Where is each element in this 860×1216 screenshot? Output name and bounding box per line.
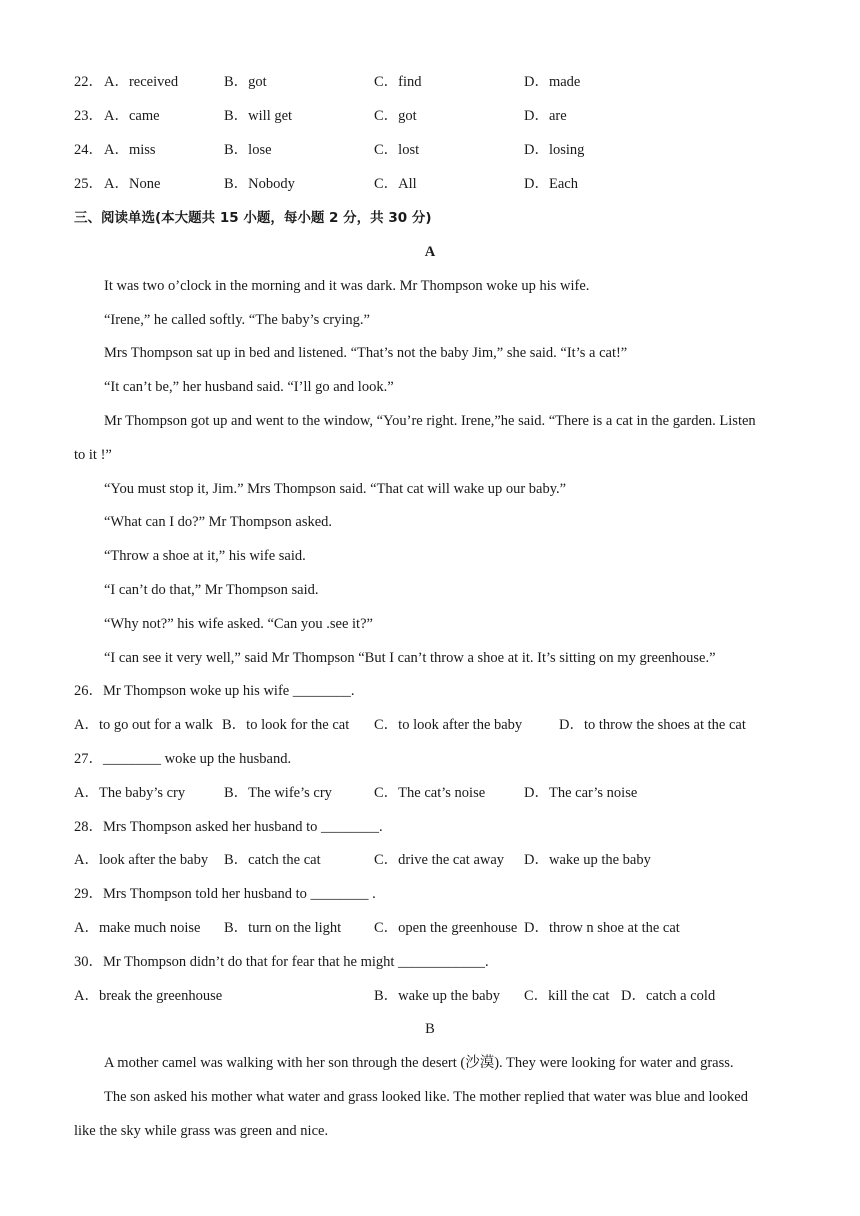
option-d: D．to throw the shoes at the cat: [559, 717, 746, 733]
passage-line: “You must stop it, Jim.” Mrs Thompson said. “That cat will wake up our baby.”: [104, 481, 567, 497]
passage-line: “Throw a shoe at it,” his wife said.: [104, 548, 306, 564]
option-d: D．wake up the baby: [524, 852, 651, 868]
option-a: A．look after the baby: [74, 852, 209, 868]
passage-line: Mr Thompson got up and went to the window, “You’re right. Irene,”he said. “There is a cat in the garden. Listen: [104, 413, 756, 429]
option-c: C．find: [374, 74, 422, 90]
passage-a-label: A: [424, 244, 436, 260]
passage-line: like the sky while grass was green and nice.: [74, 1123, 329, 1139]
option-a: A．miss: [104, 142, 156, 158]
option-a: A．None: [104, 176, 161, 192]
option-b: B．turn on the light: [224, 920, 342, 936]
question-number: 24．: [74, 142, 103, 158]
question-stem: 30．Mr Thompson didn’t do that for fear that he might ____________.: [74, 954, 489, 970]
passage-line: “It can’t be,” her husband said. “I’ll go and look.”: [104, 379, 394, 395]
option-a: A．came: [104, 108, 160, 124]
option-c: C．The cat’s noise: [374, 785, 486, 801]
option-c: C．kill the cat: [524, 988, 610, 1004]
option-a: A．The baby’s cry: [74, 785, 186, 801]
option-c: C．open the greenhouse: [374, 920, 518, 936]
option-b: B．lose: [224, 142, 272, 158]
option-c: C．to look after the baby: [374, 717, 523, 733]
passage-line: It was two o’clock in the morning and it was dark. Mr Thompson woke up his wife.: [104, 278, 590, 294]
question-stem: 29．Mrs Thompson told her husband to ________ .: [74, 886, 376, 902]
option-b: B．The wife’s cry: [224, 785, 332, 801]
option-d: D．Each: [524, 176, 578, 192]
option-d: D．The car’s noise: [524, 785, 638, 801]
option-b: B．Nobody: [224, 176, 295, 192]
question-stem: 27．________ woke up the husband.: [74, 751, 292, 767]
passage-line: Mrs Thompson sat up in bed and listened. “That’s not the baby Jim,” she said. “It’s a cat!”: [104, 345, 628, 361]
option-a: A．break the greenhouse: [74, 988, 223, 1004]
option-b: B．got: [224, 74, 267, 90]
passage-b-label: B: [425, 1021, 435, 1037]
question-stem: 26．Mr Thompson woke up his wife ________.: [74, 683, 355, 699]
passage-line: “Why not?” his wife asked. “Can you .see it?”: [104, 616, 373, 632]
question-stem: 28．Mrs Thompson asked her husband to ________.: [74, 819, 383, 835]
option-a: A．received: [104, 74, 179, 90]
option-b: B．to look for the cat: [222, 717, 350, 733]
option-d: D．made: [524, 74, 581, 90]
option-b: B．catch the cat: [224, 852, 321, 868]
option-d: D．are: [524, 108, 567, 124]
option-b: B．wake up the baby: [374, 988, 501, 1004]
question-number: 22．: [74, 74, 103, 90]
passage-line: A mother camel was walking with her son through the desert (沙漠). They were looking for water and grass.: [104, 1055, 734, 1071]
option-b: B．will get: [224, 108, 293, 124]
passage-line: “Irene,” he called softly. “The baby’s crying.”: [104, 312, 370, 328]
option-c: C．All: [374, 176, 417, 192]
section-heading: 三、阅读单选(本大题共 15 小题，每小题 2 分，共 30 分): [74, 210, 432, 226]
option-c: C．got: [374, 108, 417, 124]
option-d: D．catch a cold: [621, 988, 716, 1004]
option-a: A．to go out for a walk: [74, 717, 213, 733]
question-number: 23．: [74, 108, 103, 124]
passage-line: to it !”: [74, 447, 112, 463]
passage-line: The son asked his mother what water and grass looked like. The mother replied that water was blue and looked: [104, 1089, 748, 1105]
question-number: 25．: [74, 176, 103, 192]
passage-line: “I can see it very well,” said Mr Thompson “But I can’t throw a shoe at it. It’s sitting on my greenhouse.”: [104, 650, 716, 666]
option-d: D．losing: [524, 142, 585, 158]
passage-line: “I can’t do that,” Mr Thompson said.: [104, 582, 319, 598]
passage-line: “What can I do?” Mr Thompson asked.: [104, 514, 333, 530]
option-a: A．make much noise: [74, 920, 201, 936]
option-c: C．drive the cat away: [374, 852, 505, 868]
option-d: D．throw n shoe at the cat: [524, 920, 680, 936]
option-c: C．lost: [374, 142, 420, 158]
